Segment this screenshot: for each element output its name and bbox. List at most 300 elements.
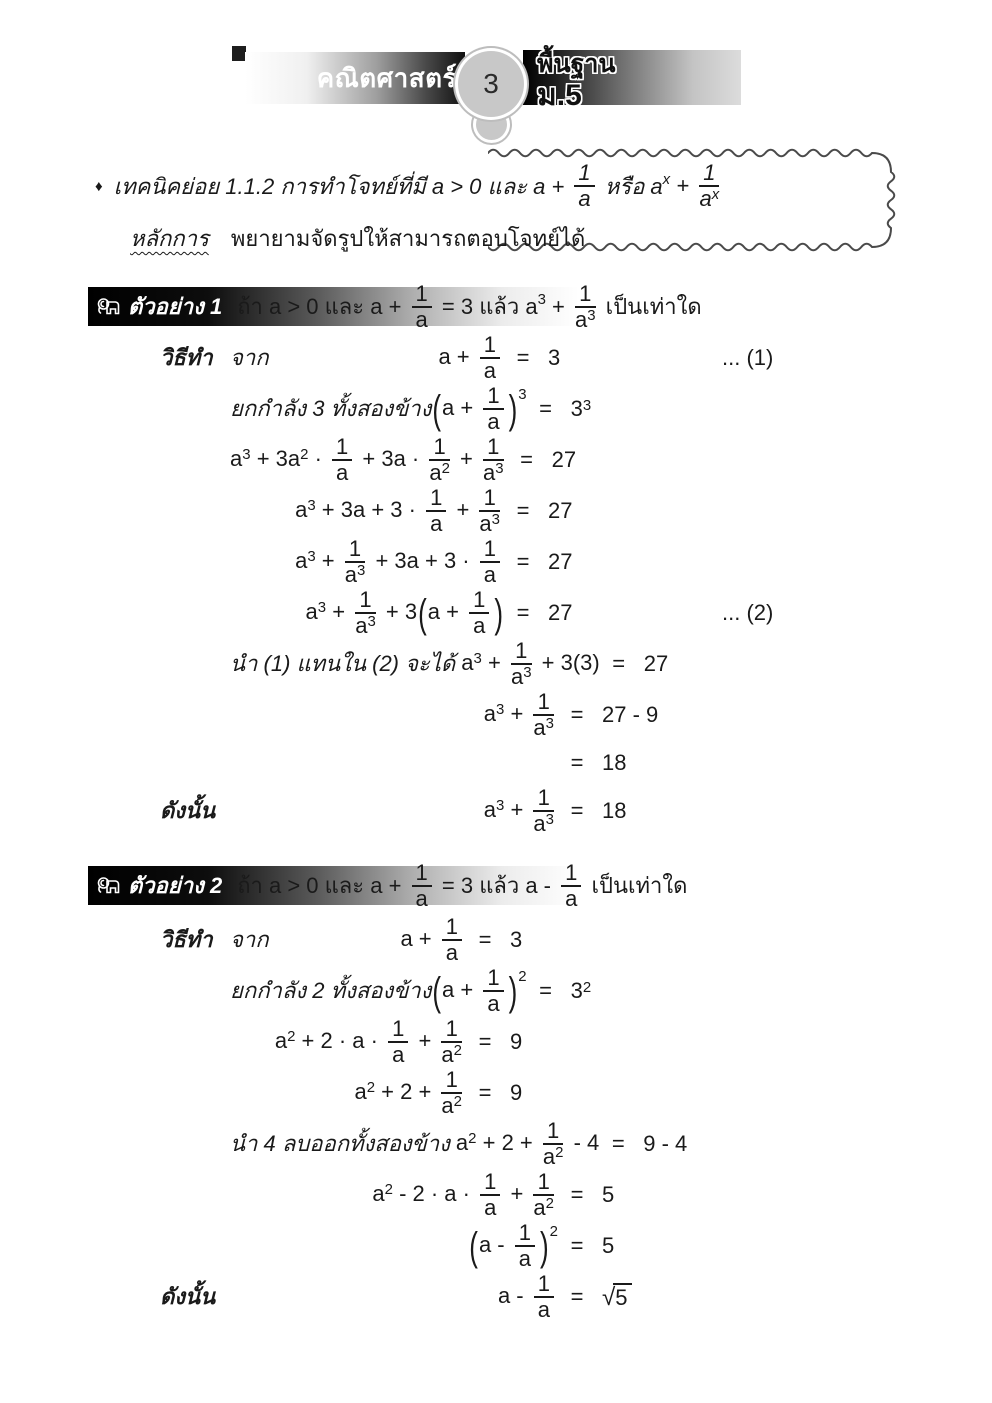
- math-text: 1: [473, 587, 486, 612]
- denominator: [355, 614, 376, 637]
- math-text: เทคนิคย่อย 1.1.2 การทำโจทย์ที่มี a > 0 และ a +: [113, 173, 571, 199]
- numerator: [480, 334, 500, 359]
- math-text: + 2 · a ·: [295, 1027, 385, 1053]
- math-text: a: [230, 445, 243, 471]
- equation-row: [160, 916, 654, 964]
- math-text: 27: [548, 549, 573, 575]
- fraction: [480, 1171, 500, 1219]
- denominator: [561, 887, 581, 910]
- technique-text: [114, 162, 724, 210]
- math-text: a: [473, 613, 486, 638]
- denominator: [388, 1043, 408, 1066]
- equation-row: [160, 436, 777, 484]
- math-text: 1: [703, 160, 716, 185]
- math-text: a: [354, 1078, 367, 1104]
- equals-sign: =: [516, 549, 530, 575]
- equation-rhs: [542, 600, 692, 625]
- superscript: 3: [307, 548, 316, 566]
- math-text: a: [415, 306, 428, 332]
- math-text: 1: [348, 536, 362, 561]
- math-text: a: [295, 496, 308, 522]
- math-text: 1: [445, 1016, 458, 1041]
- math-text: 1: [415, 859, 428, 885]
- fraction: [511, 640, 532, 688]
- math-text: + 3a: [250, 445, 301, 471]
- math-text: a: [479, 511, 492, 536]
- superscript: x: [662, 170, 671, 188]
- row-sublabel: นำ (1) แทนใน (2) จะได้: [230, 651, 462, 677]
- equation-lhs: [461, 640, 599, 688]
- fraction: [426, 487, 446, 535]
- equation-row: [160, 589, 777, 637]
- radicand: [613, 1283, 631, 1310]
- equals-sign: =: [570, 1182, 584, 1208]
- math-text: 1: [487, 434, 500, 459]
- equation-row: [160, 1120, 746, 1168]
- math-text: a: [372, 1180, 385, 1206]
- equation-note: ... (2): [722, 600, 774, 626]
- math-text: a: [295, 547, 308, 573]
- math-text: 1: [487, 965, 500, 990]
- square-root: [602, 1285, 632, 1310]
- equation-row: [160, 538, 777, 586]
- math-text: 9 - 4: [643, 1131, 688, 1157]
- equals-sign: =: [570, 750, 584, 776]
- equation-rhs: [504, 1029, 654, 1054]
- equation-rhs: [546, 447, 696, 472]
- fraction: [543, 1120, 564, 1168]
- math-text: a: [441, 1093, 454, 1118]
- math-text: 1: [445, 1067, 458, 1092]
- header-subject-bar: [245, 52, 465, 104]
- numerator: [483, 436, 504, 461]
- numerator: [441, 1069, 462, 1094]
- fraction: [574, 162, 594, 210]
- math-text: 1: [415, 280, 428, 306]
- math-text: a +: [438, 343, 476, 369]
- math-text: 1: [518, 1220, 531, 1245]
- equation-lhs: [498, 1273, 558, 1321]
- fraction: [412, 859, 432, 911]
- math-text: a: [336, 460, 349, 485]
- numerator: [699, 162, 719, 187]
- equation-lhs: [484, 787, 558, 835]
- equals-sign: =: [570, 798, 584, 824]
- fraction: [441, 1069, 462, 1117]
- numerator: [534, 1273, 554, 1298]
- equation-lhs: [295, 538, 504, 586]
- math-text: 1: [515, 638, 528, 663]
- superscript: 3: [317, 599, 327, 617]
- denominator: [483, 410, 503, 433]
- superscript: 3: [545, 811, 554, 829]
- equation-lhs: [431, 385, 526, 433]
- numerator: [533, 1171, 554, 1196]
- numerator: [479, 487, 500, 512]
- fraction: [412, 280, 432, 332]
- superscript: 3: [491, 511, 500, 529]
- math-text: 1: [537, 785, 550, 810]
- equals-sign: =: [478, 927, 492, 953]
- numerator: [483, 385, 503, 410]
- denominator: [533, 716, 554, 739]
- equation-row: [160, 385, 777, 433]
- math-text: a: [483, 796, 497, 822]
- equation-row: [160, 334, 777, 382]
- math-text: +: [504, 700, 530, 726]
- math-text: +: [453, 445, 480, 471]
- math-text: 1: [578, 160, 591, 185]
- denominator: [441, 1043, 462, 1066]
- example-2-rows: [160, 916, 746, 1324]
- math-text: 9: [510, 1029, 523, 1055]
- math-text: a: [483, 358, 496, 383]
- denominator: [332, 461, 352, 484]
- fraction: [429, 436, 450, 484]
- math-text: a: [537, 1297, 550, 1322]
- equals-sign: =: [570, 1233, 584, 1259]
- math-text: a +: [442, 976, 480, 1002]
- equation-lhs: [456, 1120, 599, 1168]
- math-text: = 3 แล้ว a: [435, 294, 538, 319]
- math-text: a: [415, 885, 428, 911]
- equation-row: [160, 487, 777, 535]
- superscript: 2: [468, 1130, 477, 1148]
- superscript: 2: [453, 1042, 462, 1060]
- equation-rhs: [504, 927, 654, 952]
- paren: (: [469, 1222, 478, 1270]
- math-text: 27: [551, 447, 577, 473]
- denominator: [479, 512, 500, 535]
- denominator: [480, 359, 500, 382]
- superscript: 3: [545, 715, 554, 733]
- math-text: 1: [336, 434, 349, 459]
- math-text: a: [565, 885, 578, 911]
- numerator: [483, 967, 503, 992]
- superscript: 2: [366, 1079, 376, 1097]
- equation-row: [160, 787, 746, 835]
- numerator: [426, 487, 446, 512]
- math-text: +: [326, 598, 352, 624]
- principle-label: หลักการ: [130, 226, 209, 251]
- equation-lhs: [438, 334, 504, 382]
- math-text: a: [574, 306, 588, 332]
- math-text: a: [455, 1129, 469, 1155]
- equation-lhs: [431, 967, 526, 1015]
- fraction: [574, 280, 596, 332]
- math-text: 18: [602, 798, 627, 824]
- equation-rhs: [638, 651, 788, 676]
- math-text: 1: [359, 587, 372, 612]
- numerator: [480, 1171, 500, 1196]
- row-sublabel: ยกกำลัง 3 ทั้งสองข้าง: [230, 396, 432, 422]
- superscript: 2: [549, 1223, 558, 1241]
- technique-principle: [130, 221, 585, 256]
- row-sublabel: นำ 4 ลบออกทั้งสองข้าง: [230, 1131, 456, 1157]
- superscript: x: [711, 186, 720, 204]
- denominator: [442, 941, 462, 964]
- numerator: [515, 1222, 535, 1247]
- math-text: a: [445, 940, 458, 965]
- fraction: [479, 487, 500, 535]
- denominator: [469, 614, 489, 637]
- elephant-icon: [96, 296, 122, 318]
- superscript: 2: [287, 1028, 296, 1046]
- superscript: 2: [441, 460, 450, 478]
- denominator: [441, 1094, 462, 1117]
- denominator: [412, 308, 432, 331]
- numerator: [388, 1018, 408, 1043]
- math-text: a: [461, 649, 474, 675]
- numerator: [574, 162, 594, 187]
- math-text: 1: [537, 1271, 550, 1296]
- row-sublabel: ยกกำลัง 2 ทั้งสองข้าง: [230, 978, 432, 1004]
- equation-rhs: [596, 1283, 746, 1312]
- superscript: 2: [545, 1195, 554, 1213]
- fraction: [515, 1222, 535, 1270]
- denominator: [511, 665, 532, 688]
- math-text: +: [450, 496, 476, 522]
- denominator: [533, 1196, 554, 1219]
- math-text: a: [483, 460, 496, 485]
- denominator: [483, 992, 503, 1015]
- math-text: a: [533, 715, 546, 740]
- fraction: [480, 334, 500, 382]
- diamond-bullet: ♦: [95, 177, 103, 195]
- example-title: ตัวอย่าง 1: [128, 294, 223, 319]
- fraction: [480, 538, 500, 586]
- denominator: [515, 1247, 535, 1270]
- numerator: [511, 640, 532, 665]
- row-label: ดังนั้น: [160, 1284, 216, 1310]
- numerator: [543, 1120, 564, 1145]
- math-text: 18: [602, 750, 627, 776]
- example-1-rows: [160, 334, 777, 838]
- superscript: 3: [537, 291, 546, 309]
- equation-lhs: [275, 1018, 466, 1066]
- paren: ): [540, 1222, 549, 1270]
- superscript: 3: [307, 497, 316, 515]
- numerator: [442, 916, 462, 941]
- numerator: [480, 538, 500, 563]
- superscript: 3: [367, 613, 376, 631]
- superscript: 3: [523, 664, 532, 682]
- superscript: 2: [453, 1093, 462, 1111]
- header-corner-mark: [232, 46, 246, 61]
- superscript: 2: [555, 1144, 564, 1162]
- math-text: + 3a ·: [356, 445, 426, 471]
- math-text: a: [305, 598, 318, 624]
- fraction: [388, 1018, 408, 1066]
- fraction: [483, 385, 503, 433]
- technique-heading: [95, 157, 723, 215]
- row-sublabel: จาก: [230, 345, 269, 371]
- math-text: เป็นเท่าใด: [585, 873, 688, 898]
- equation-rhs: [596, 1233, 746, 1258]
- math-text: 3: [548, 345, 561, 371]
- math-text: a: [355, 613, 368, 638]
- math-text: +: [504, 1180, 530, 1206]
- math-text: 27: [548, 498, 573, 524]
- denominator: [575, 308, 596, 331]
- example-problem: [237, 280, 702, 332]
- math-text: 1: [483, 485, 496, 510]
- equation-row: [160, 1171, 746, 1219]
- math-text: a: [533, 1195, 546, 1220]
- math-text: a: [487, 991, 500, 1016]
- math-text: a +: [427, 598, 466, 624]
- math-text: 1: [487, 383, 500, 408]
- math-text: 1: [445, 914, 458, 939]
- superscript: 2: [384, 1181, 393, 1199]
- fraction: [442, 916, 462, 964]
- math-text: 1: [433, 434, 446, 459]
- equals-sign: =: [520, 447, 534, 473]
- math-text: a: [542, 1144, 556, 1169]
- math-text: a: [430, 511, 443, 536]
- equals-sign: =: [516, 345, 530, 371]
- row-label: วิธีทำ: [160, 345, 213, 371]
- equals-sign: =: [611, 1131, 625, 1157]
- math-text: + 3(3): [535, 649, 600, 675]
- superscript: 2: [300, 446, 309, 464]
- math-text: - 2 · a ·: [392, 1180, 477, 1206]
- paren: ): [508, 385, 518, 433]
- principle-text: พยายามจัดรูปให้สามารถตอบโจทย์ได้: [230, 226, 586, 251]
- equation-rhs: [596, 750, 746, 775]
- math-text: 1: [483, 332, 496, 357]
- numerator: [533, 691, 554, 716]
- equation-row: [160, 1222, 746, 1270]
- equation-row: [160, 1069, 654, 1117]
- math-text: 1: [392, 1016, 405, 1041]
- denominator: [699, 187, 719, 210]
- superscript: 3: [587, 306, 596, 324]
- math-text: 1: [579, 280, 592, 306]
- math-text: a: [344, 562, 358, 587]
- math-text: a -: [497, 1282, 530, 1308]
- row-sublabel: จาก: [230, 927, 269, 953]
- superscript: 3: [495, 460, 504, 478]
- fraction: [534, 1273, 554, 1321]
- math-text: +: [670, 173, 696, 198]
- equation-lhs: [354, 1069, 466, 1117]
- numerator: [469, 589, 489, 614]
- math-text: 3: [510, 927, 523, 953]
- paren: ): [494, 589, 503, 637]
- equation-rhs: [542, 549, 692, 574]
- math-text: + 3: [379, 598, 418, 624]
- math-text: - 4: [567, 1129, 600, 1155]
- math-text: a: [274, 1027, 288, 1053]
- denominator: [429, 461, 450, 484]
- math-text: 5: [615, 1284, 628, 1310]
- equation-rhs: [504, 1080, 654, 1105]
- numerator: [412, 859, 432, 887]
- equation-rhs: [542, 498, 692, 523]
- equation-lhs: [484, 691, 558, 739]
- equals-sign: =: [612, 651, 626, 677]
- superscript: 3: [582, 396, 592, 414]
- numerator: [345, 538, 366, 563]
- math-text: a +: [400, 925, 438, 951]
- equation-lhs: [372, 1171, 558, 1219]
- equation-row: [160, 640, 746, 688]
- math-text: 27: [643, 651, 669, 677]
- math-text: a: [392, 1042, 405, 1067]
- numerator: [575, 280, 596, 308]
- math-text: 3: [570, 396, 583, 422]
- math-text: a: [533, 811, 546, 836]
- equals-sign: =: [539, 396, 552, 422]
- equation-rhs: [637, 1131, 787, 1156]
- example-problem: [237, 859, 688, 911]
- equation-row: [160, 742, 746, 784]
- equation-lhs: [230, 436, 508, 484]
- math-text: + 3a + 3 ·: [315, 496, 423, 522]
- equation-row: [160, 967, 654, 1015]
- math-text: หรือ a: [598, 173, 663, 199]
- paren: (: [432, 385, 442, 433]
- equation-lhs: [306, 589, 504, 637]
- equals-sign: =: [516, 498, 530, 524]
- denominator: [483, 461, 504, 484]
- equation-rhs: [565, 396, 715, 421]
- denominator: [345, 563, 366, 586]
- equation-rhs: [596, 702, 746, 727]
- superscript: 2: [582, 978, 592, 996]
- math-text: a: [441, 1042, 454, 1067]
- math-text: a: [484, 1195, 497, 1220]
- grade-label: ม.5: [537, 79, 582, 112]
- fraction: [483, 436, 504, 484]
- math-text: 27 - 9: [602, 702, 659, 728]
- math-text: 5: [602, 1233, 615, 1259]
- denominator: [480, 563, 500, 586]
- equation-rhs: [596, 1182, 746, 1207]
- superscript: 2: [518, 968, 527, 986]
- fraction: [533, 1171, 554, 1219]
- math-text: +: [504, 796, 530, 822]
- equation-rhs: [565, 978, 715, 1003]
- equals-sign: =: [539, 978, 552, 1004]
- equation-rhs: [596, 798, 746, 823]
- fraction: [332, 436, 352, 484]
- fraction: [441, 1018, 462, 1066]
- numerator: [441, 1018, 462, 1043]
- equals-sign: =: [516, 600, 530, 626]
- equation-row: [160, 1018, 654, 1066]
- fraction: [355, 589, 376, 637]
- math-text: +: [412, 1027, 438, 1053]
- math-text: +: [481, 649, 507, 675]
- level-label: พื้นฐาน: [537, 50, 616, 78]
- math-text: a: [510, 664, 524, 689]
- fraction: [483, 967, 503, 1015]
- math-text: 9: [510, 1080, 523, 1106]
- denominator: [574, 187, 594, 210]
- equals-sign: =: [478, 1029, 492, 1055]
- math-text: 1: [547, 1118, 560, 1143]
- row-label: ดังนั้น: [160, 798, 216, 824]
- math-text: + 3a + 3 ·: [369, 547, 476, 573]
- elephant-icon: [96, 875, 122, 897]
- math-text: a: [429, 460, 442, 485]
- fraction: [533, 691, 554, 739]
- math-text: a: [518, 1246, 531, 1271]
- denominator: [534, 1298, 554, 1321]
- math-text: 3: [570, 978, 583, 1004]
